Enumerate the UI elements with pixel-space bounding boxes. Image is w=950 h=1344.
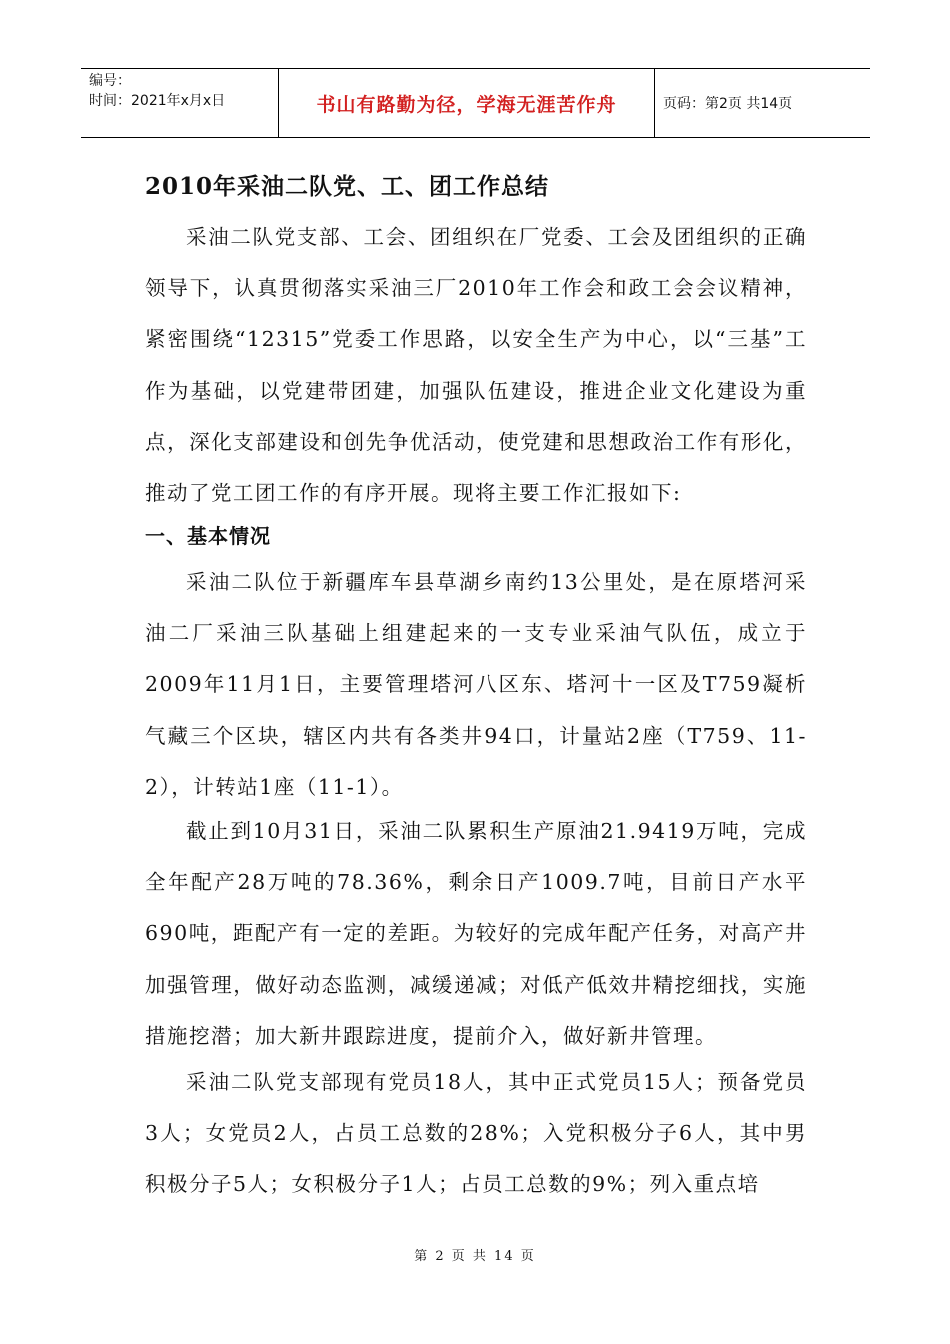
motto-text: 书山有路勤为径，学海无涯苦作舟 <box>316 93 617 116</box>
page-header-table <box>81 68 870 138</box>
motto-cell <box>279 69 655 137</box>
serial-number-label: 编号： <box>89 73 131 89</box>
page-footer: 第 2 页 共 14 页 <box>414 1249 536 1264</box>
page-info-cell <box>655 69 870 137</box>
header-meta-cell <box>81 69 279 137</box>
paragraph-party-members: 采油二队党支部现有党员18人，其中正式党员15人；预备党员3人；女党员2人，占员工总数的28%；入党积极分子6人，其中男积极分子5人；女积极分子1人；占员工总数的9%；列入重点培 <box>145 1070 807 1197</box>
document-title: 2010年采油二队党、工、团工作总结 <box>145 173 550 200</box>
intro-paragraph: 采油二队党支部、工会、团组织在厂党委、工会及团组织的正确领导下，认真贯彻落实采油三厂2010年工作会和政工会会议精神，紧密围绕“12315”党委工作思路，以安全生产为中心，以“三基”工作为基础，以党建带团建，加强队伍建设，推进企业文化建设为重点，深化支部建设和创先争优活动，使党建和思想政治工作有形化，推动了党工团工作的有序开展。现将主要工作汇报如下: <box>145 225 807 506</box>
paragraph-production: 截止到10月31日，采油二队累积生产原油21.9419万吨，完成全年配产28万吨的78.36%，剩余日产1009.7吨，目前日产水平690吨，距配产有一定的差距。为较好的完成年配产任务，对高产井加强管理，做好动态监测，减缓递减；对低产低效井精挖细找，实施措施挖潜；加大新井跟踪进度，提前介入，做好新井管理。 <box>145 819 807 1048</box>
date-label: 时间：2021年x月x日 <box>89 93 226 109</box>
paragraph-team-overview: 采油二队位于新疆库车县草湖乡南约13公里处，是在原塔河采油二厂采油三队基础上组建起来的一支专业采油气队伍，成立于2009年11月1日，主要管理塔河八区东、塔河十一区及T759凝析气藏三个区块，辖区内共有各类井94口，计量站2座（T759、11-2），计转站1座（11-1）。 <box>145 570 807 799</box>
page-info-text: 页码：第2页 共14页 <box>663 96 793 112</box>
section-heading-basic-situation: 一、基本情况 <box>145 524 271 548</box>
